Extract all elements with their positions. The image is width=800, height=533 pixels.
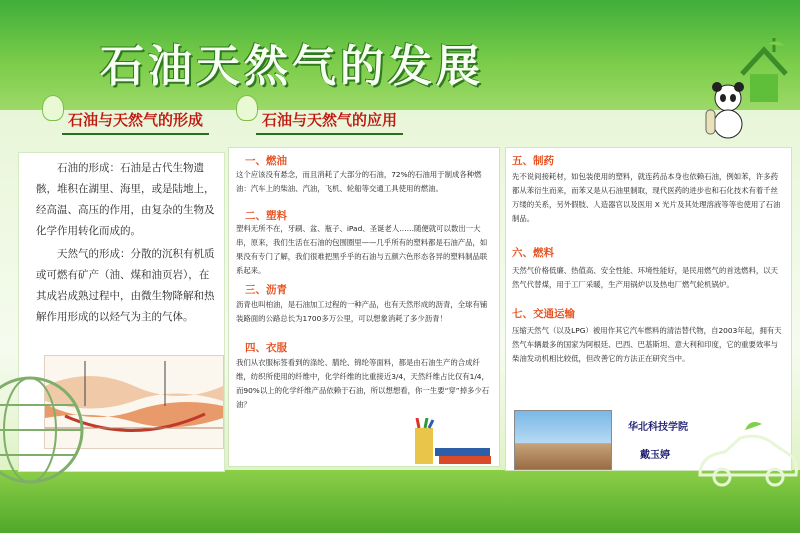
section-heading-formation: 石油与天然气的形成 [62,107,209,135]
item-text-transport: 压缩天然气（以及LPG）被用作其它汽车燃料的清洁替代物，自2003年起，拥有天然气车辆最多的国家为阿根廷、巴西、巴基斯坦、意大利和印度，它的重要效率与柴油发动机相比较低，但改善它的方法正在研究当中。 [512,326,782,363]
gas-formation-paragraph: 天然气的形成：分散的沉积有机质或可燃有矿产（油、煤和油页岩），在其成岩成熟过程中，由微生物降解和热解作用形成的以烃气为主的气体。 [36,248,215,323]
item-text-asphalt: 沥青也叫柏油，是石油加工过程的一种产品，也有天然形成的沥青，全球有铺装路面的公路总长为1700多万公里，可以想象消耗了多少沥青！ [236,300,488,323]
item-title-clothing: 四、衣服 [245,342,287,354]
item-title-medicine: 五、制药 [512,155,554,167]
background-grass [0,470,800,533]
credit-author: 戴玉婷 [640,450,670,461]
lightbulb-icon [236,95,258,121]
books-icon [415,418,495,468]
item-title-fuel: 一、燃油 [245,155,287,167]
globe-icon [0,370,90,490]
formation-text [36,158,216,330]
eco-car-icon [690,420,800,490]
item-text-clothing: 我们从衣服标签看到的涤纶、腈纶、锦纶等面料，都是由石油生产的合成纤维，纺织所使用的纤维中，化学纤维的比重接近3/4，天然纤维占比仅有1/4，而90%以上的化学纤维产品依赖于石油，所以想想看，你一生要“穿”掉多少石油？ [236,358,490,409]
lightbulb-icon [42,95,64,121]
item-title-asphalt: 三、沥青 [245,284,287,296]
page-title: 石油天然气的发展 [100,41,484,92]
oil-formation-paragraph: 石油的形成：石油是古代生物遗骸，堆积在湖里、海里，或是陆地上，经高温、高压的作用，由复杂的生物及化学作用转化而成的。 [36,162,215,237]
oil-pump-photo [514,410,612,470]
item-text-plastic: 塑料无所不在，牙刷、盆、瓶子、iPad、圣诞老人……随便就可以数出一大串，原来，我们生活在石油的包围圈里——几乎所有的塑料都是石油产品，如果没有专门了解，我们很难把黑乎乎的石油与五颜六色形态各异的塑料制品联系起来。 [236,224,488,275]
credit-school: 华北科技学院 [628,422,688,433]
item-text-medicine: 先不说间接耗材，如包装使用的塑料，就连药品本身也依赖石油，例如苯，许多药都从苯衍生而来，而苯又是从石油里制取，现代医药的进步也和石化技术有着千丝万缕的关系，另外假肢、人造器官以及医用 X 光片及其处理溶液等等也使用了石油制品。 [512,172,781,223]
item-title-plastic: 二、塑料 [245,210,287,222]
item-text-gas-fuel: 天然气价格低廉、热值高、安全性能、环境性能好，是民用燃气的首选燃料，以天然气代替煤，用于工厂采暖，生产用锅炉以及热电厂燃气轮机锅炉。 [512,266,779,289]
item-title-transport: 七、交通运输 [512,308,575,320]
item-text-fuel: 这个应该没有悬念，而且消耗了大部分的石油，72%的石油用于制成各种燃油：汽车上的柴油、汽油，飞机、轮船等交通工具使用的燃油。 [236,170,482,193]
panda-icon [700,80,756,140]
item-title-gas-fuel: 六、燃料 [512,247,554,259]
section-heading-application: 石油与天然气的应用 [256,107,403,135]
